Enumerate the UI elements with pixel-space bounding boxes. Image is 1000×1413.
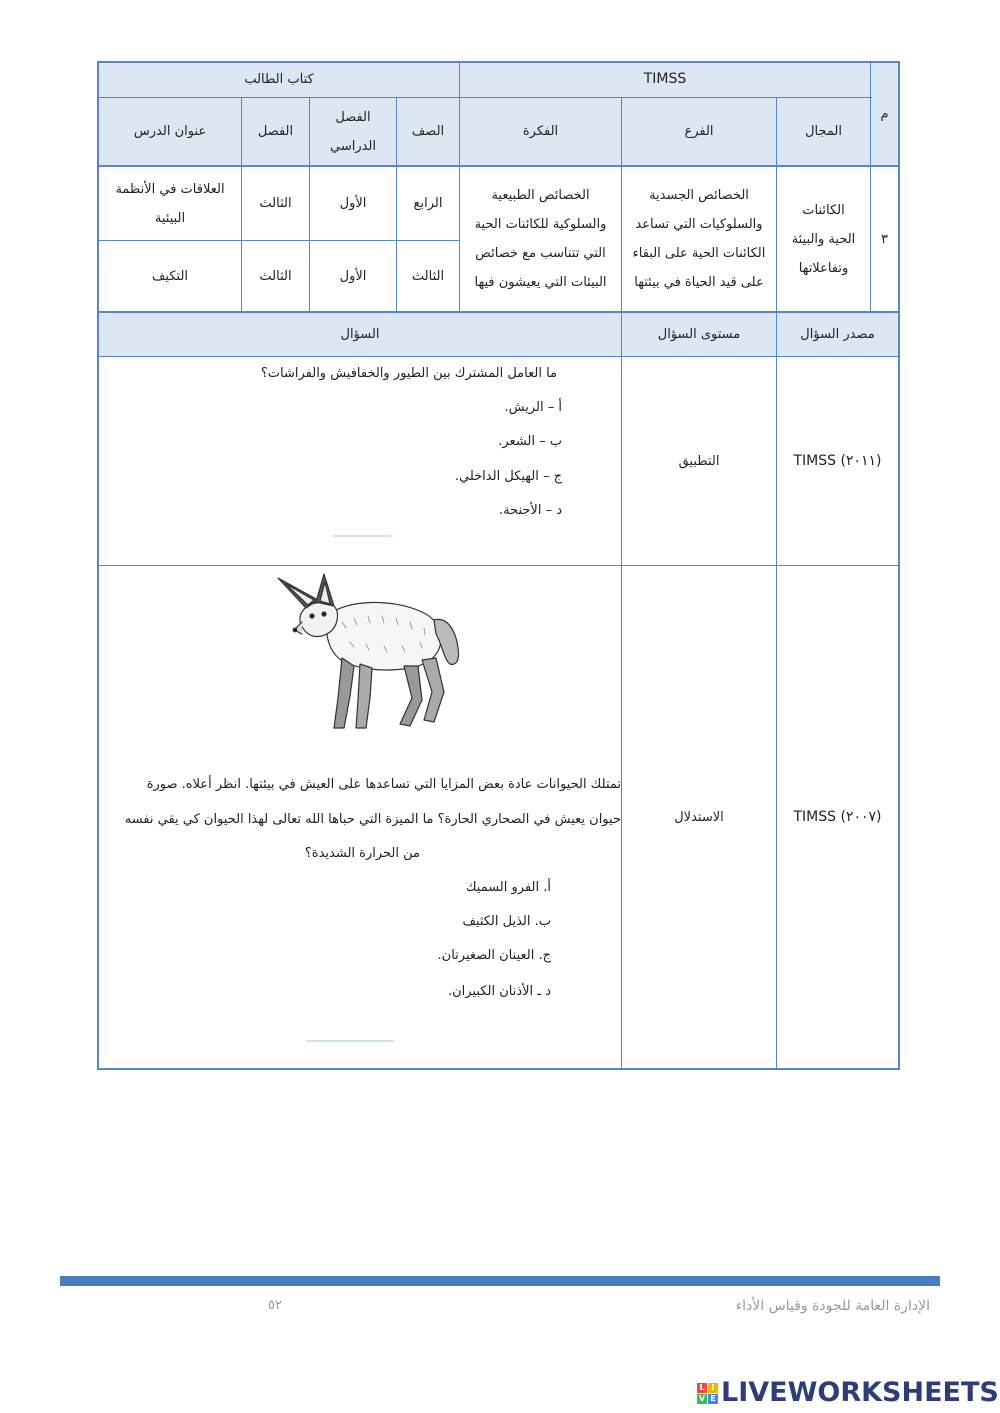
student-book-group-header: كتاب الطالب xyxy=(244,72,314,87)
col-number-header: م xyxy=(880,106,889,122)
col-grade-header: الصف xyxy=(411,124,445,139)
brand-logo-blocks: L I V E xyxy=(697,1383,718,1404)
lesson-2-unit: الثالث xyxy=(259,268,292,284)
question-2-option-d: د ـ الأذنان الكبيران. xyxy=(448,984,551,999)
footer-bar xyxy=(60,1276,940,1286)
lesson-1-title: العلاقات في الأنظمة البيئية xyxy=(115,181,225,226)
branch-cell: الخصائص الجسدية والسلوكيات التي تساعد الكائنات الحية على البقاء على قيد الحياة في بيئتها xyxy=(632,188,766,290)
lesson-2-title: التكيف xyxy=(151,268,189,284)
question-1-option-c: ج – الهيكل الداخلي. xyxy=(454,469,562,484)
brand-name: LIVEWORKSHEETS xyxy=(721,1377,999,1408)
question-1-option-d: د – الأجنحة. xyxy=(498,503,562,518)
question-2-option-b: ب. الذيل الكثيف xyxy=(462,914,551,929)
question-1-source: TIMSS (٢٠١١) xyxy=(793,452,882,469)
question-1-level: التطبيق xyxy=(678,453,720,469)
question-2-option-c: ج. العينان الصغيرتان. xyxy=(437,948,551,963)
question-2-option-a: أ. الفرو السميك xyxy=(465,880,551,895)
field-cell: الكائنات الحية والبيئة وتفاعلاتها xyxy=(791,202,856,276)
col-title-header: عنوان الدرس xyxy=(133,124,207,139)
col-field-header: المجال xyxy=(805,124,842,139)
lesson-1-grade: الرابع xyxy=(413,196,443,211)
question-2-level: الاستدلال xyxy=(674,809,724,825)
department-name: الإدارة العامة للجودة وقياس الأداء xyxy=(735,1298,930,1314)
question-2-stem-line-2: حيوان يعيش في الصحاري الحارة؟ ما الميزة التي حباها الله تعالى لهذا الحيوان كي يقي نفسه xyxy=(124,812,621,827)
page-number: ٥٢ xyxy=(268,1298,282,1313)
col-branch-header: الفرع xyxy=(684,124,714,139)
question-level-header: مستوى السؤال xyxy=(657,327,741,342)
question-2-source: TIMSS (٢٠٠٧) xyxy=(793,808,882,825)
row-number: ٣ xyxy=(881,231,888,247)
idea-cell: الخصائص الطبيعية والسلوكية للكائنات الحية التي تتناسب مع خصائص البيئات التي يعيشون فيها xyxy=(474,188,607,290)
brand-logo[interactable] xyxy=(697,1378,999,1408)
timss-group-header: TIMSS xyxy=(643,71,687,87)
question-source-header: مصدر السؤال xyxy=(800,327,875,342)
lesson-2-term: الأول xyxy=(339,268,367,284)
question-1-option-b: ب – الشعر. xyxy=(498,434,562,449)
col-term-header: الفصل الدراسي xyxy=(329,109,376,154)
col-idea-header: الفكرة xyxy=(522,124,559,139)
question-2-stem-line-3: من الحرارة الشديدة؟ xyxy=(304,846,420,861)
fox-illustration-icon xyxy=(272,572,462,734)
question-1-option-a: أ – الريش. xyxy=(504,400,562,415)
lesson-2-grade: الثالث xyxy=(411,268,445,284)
lesson-1-term: الأول xyxy=(339,196,367,211)
col-unit-header: الفصل xyxy=(257,124,294,139)
question-header: السؤال xyxy=(340,327,380,342)
answer-highlight-mark xyxy=(306,1040,394,1042)
question-2-stem-line-1: تمتلك الحيوانات عادة بعض المزايا التي تساعدها على العيش في بيئتها. انظر أعلاه. صورة xyxy=(146,777,621,792)
lesson-1-unit: الثالث xyxy=(259,196,292,211)
question-1-stem: ما العامل المشترك بين الطيور والخفافيش والفراشات؟ xyxy=(260,366,557,381)
answer-highlight-mark xyxy=(333,535,391,537)
